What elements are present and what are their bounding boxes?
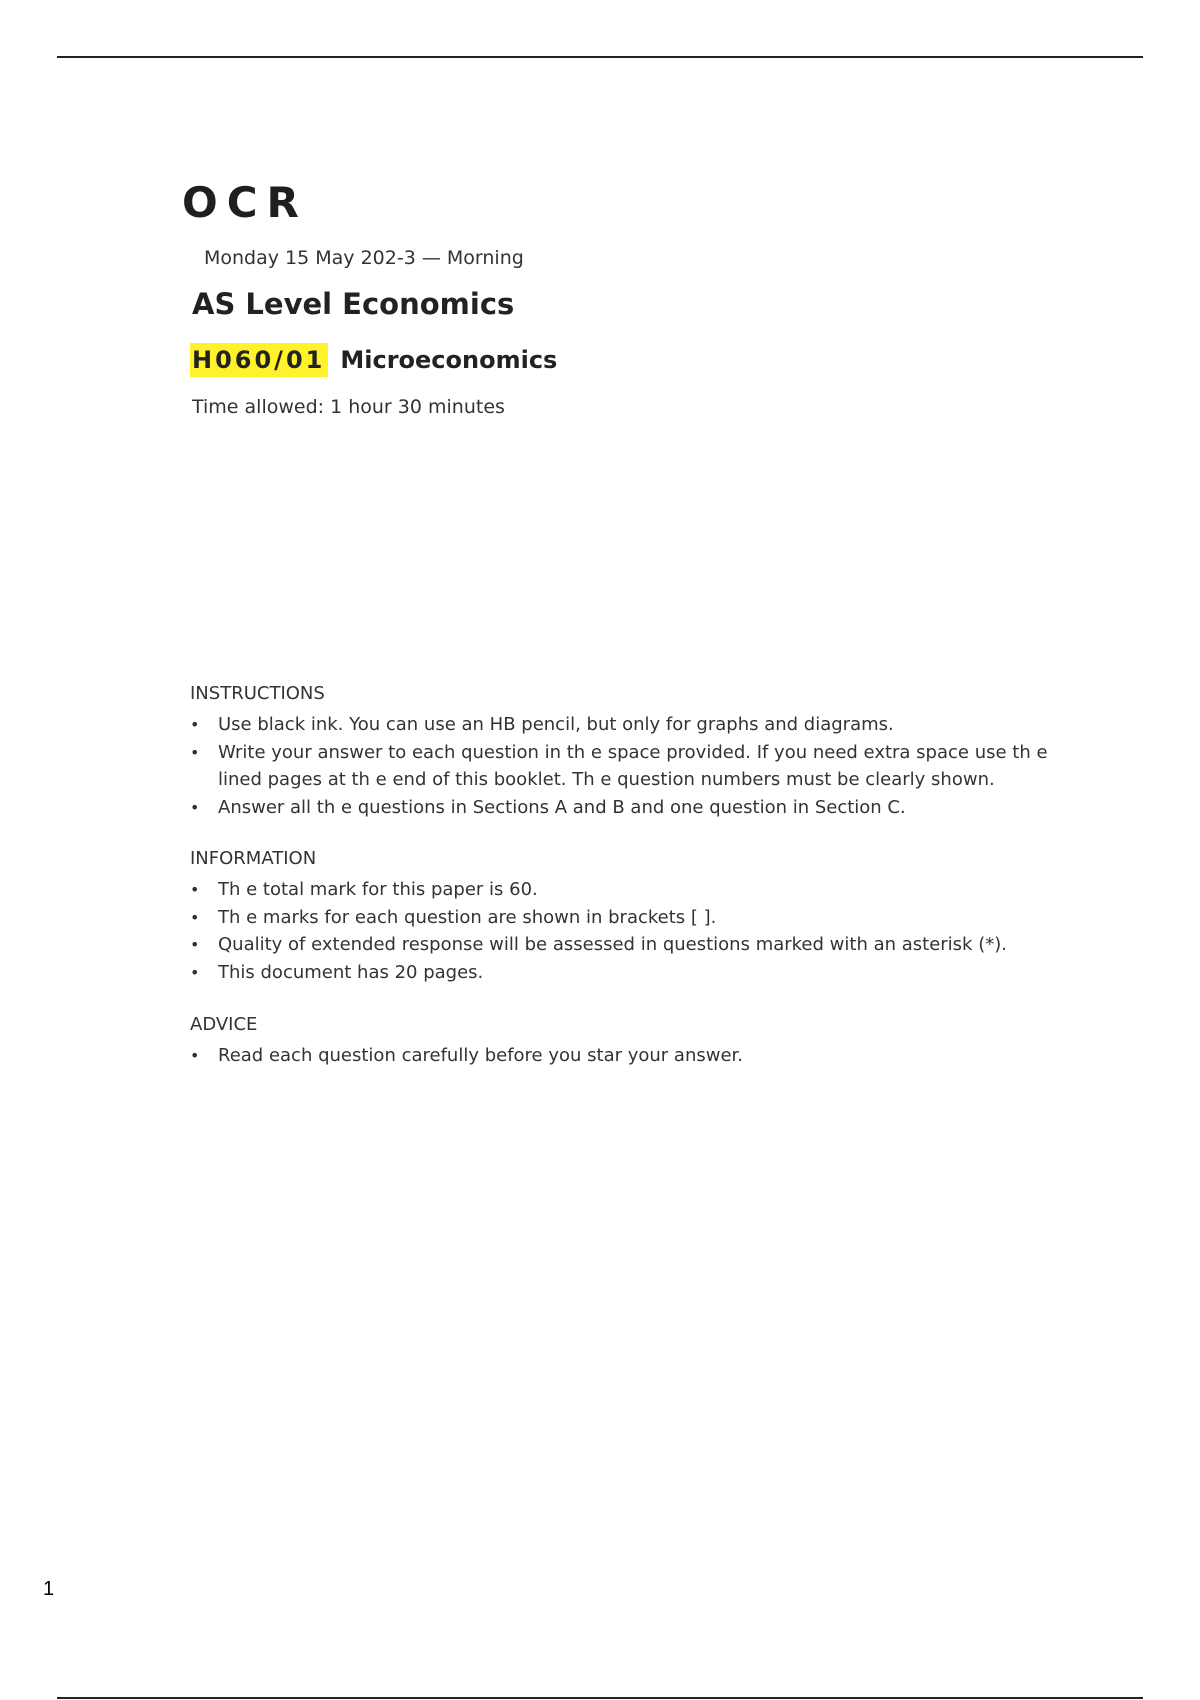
list-item: [190, 904, 1070, 932]
list-item: [190, 931, 1070, 959]
bullet-icon: •: [190, 935, 200, 954]
instructions-section: [190, 682, 1070, 821]
bullet-icon: •: [190, 1046, 200, 1065]
advice-section: [190, 1013, 1070, 1070]
paper-code-highlight: H060/01: [190, 343, 328, 377]
top-rule: [57, 56, 1143, 58]
list-item: [190, 959, 1070, 987]
bullet-icon: •: [190, 907, 200, 927]
list-item-text: Quality of extended response will be assessed in questions marked with an asterisk (*).: [218, 934, 1007, 955]
information-list: [190, 876, 1070, 986]
bullet-icon: •: [190, 742, 200, 762]
list-item: [190, 711, 1070, 739]
paper-line: [190, 343, 557, 377]
information-heading: INFORMATION: [190, 848, 317, 869]
advice-list: [190, 1042, 1070, 1070]
exam-date: Monday 15 May 202-3 — Morning: [204, 247, 524, 269]
bullet-icon: •: [190, 880, 200, 899]
bullet-icon: •: [190, 797, 200, 817]
bullet-icon: •: [190, 715, 200, 734]
bullet-icon: •: [190, 962, 200, 982]
list-item-text: Write your answer to each question in th e space provided. If you need extra space use th e lined pages at th e end of this booklet. Th e question numbers must be clearly shown.: [218, 741, 1048, 790]
ocr-logo: OCR: [182, 178, 308, 227]
time-allowed: Time allowed: 1 hour 30 minutes: [192, 396, 505, 418]
paper-title: Microeconomics: [340, 346, 558, 374]
instructions-heading: INSTRUCTIONS: [190, 683, 325, 704]
list-item-text: Read each question carefully before you star your answer.: [218, 1045, 744, 1066]
list-item: [190, 876, 1070, 904]
list-item-text: Answer all th e questions in Sections A and B and one question in Section C.: [218, 796, 906, 818]
advice-heading: ADVICE: [190, 1014, 258, 1035]
list-item-text: Th e marks for each question are shown in brackets [ ].: [218, 906, 717, 928]
list-item-text: Use black ink. You can use an HB pencil, but only for graphs and diagrams.: [218, 714, 894, 735]
list-item: [190, 794, 1070, 822]
instructions-list: [190, 711, 1070, 821]
list-item-text: This document has 20 pages.: [218, 961, 484, 983]
subject-title: AS Level Economics: [192, 287, 515, 321]
information-section: [190, 847, 1070, 986]
list-item-text: Th e total mark for this paper is 60.: [218, 879, 538, 900]
bottom-rule: [57, 1697, 1143, 1699]
page-number: 1: [43, 1578, 55, 1600]
list-item: [190, 739, 1070, 794]
list-item: [190, 1042, 1070, 1070]
